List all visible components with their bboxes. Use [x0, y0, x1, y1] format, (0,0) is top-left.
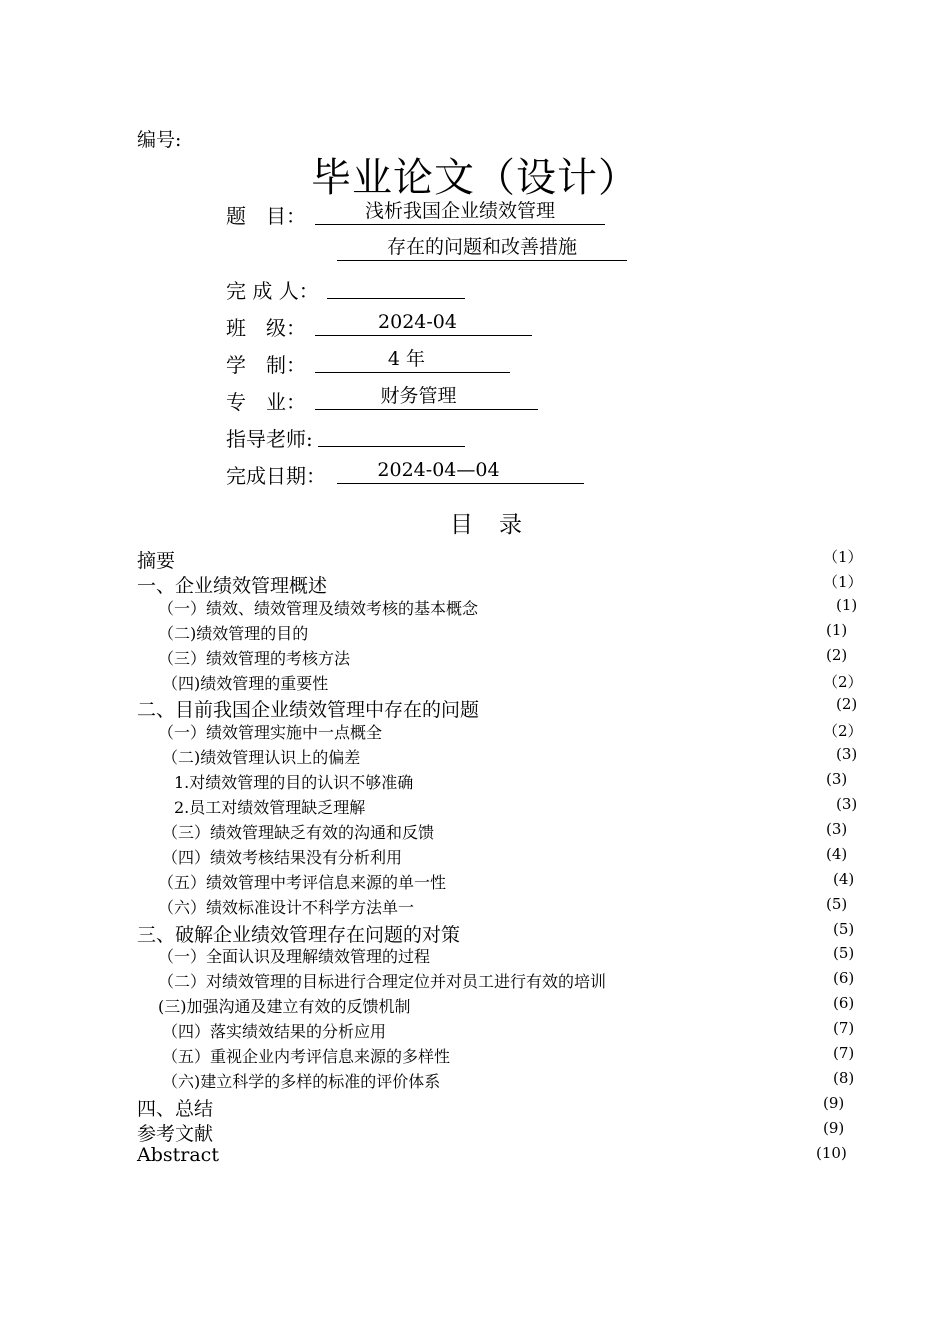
toc-item-title: （五）重视企业内考评信息来源的多样性: [162, 1047, 451, 1066]
date-value: 2024-04—04: [337, 457, 584, 484]
toc-item-page: (7): [833, 1044, 855, 1062]
toc-item-page: （1）: [823, 548, 863, 566]
toc-item-title: Abstract: [137, 1143, 219, 1166]
toc-item-title: （三）绩效管理缺乏有效的沟通和反馈: [162, 822, 435, 842]
duration-label: 学 制：: [226, 353, 306, 377]
toc-item[interactable]: [0, 770, 950, 794]
toc-item-page: (6): [833, 969, 855, 988]
toc-item[interactable]: [0, 546, 950, 570]
toc-item-title: (三)加强沟通及建立有效的反馈机制: [158, 997, 411, 1017]
toc-item[interactable]: [0, 1069, 950, 1093]
toc-item[interactable]: [0, 1019, 950, 1043]
toc-item-page: (2): [836, 695, 858, 714]
toc-item[interactable]: [0, 695, 950, 722]
topic-line-2: 存在的问题和改善措施: [337, 234, 627, 261]
toc-item-page: (4): [833, 869, 855, 888]
toc-item-title: （五）绩效管理中考评信息来源的单一性: [158, 872, 447, 892]
toc-item-title: 三、破解企业绩效管理存在问题的对策: [137, 923, 461, 946]
toc-item-title: （一）绩效管理实施中一点概全: [158, 723, 383, 743]
toc-item-title: 1.对绩效管理的目的认识不够准确: [174, 773, 414, 793]
toc-item[interactable]: [0, 1094, 950, 1118]
thesis-title: 毕业论文（设计）: [311, 155, 639, 201]
toc-item[interactable]: [0, 870, 950, 894]
toc-item-title: （六）绩效标准设计不科学方法单一: [158, 897, 415, 917]
toc-item-page: (3): [836, 745, 858, 764]
toc-item-page: (4): [826, 844, 848, 863]
toc-item-title: （四）绩效考核结果没有分析利用: [162, 847, 403, 867]
toc-item-title: （二)绩效管理的目的: [158, 623, 309, 643]
toc-item[interactable]: [0, 745, 950, 769]
duration-value: 4 年: [315, 346, 510, 373]
toc-item-page: (5): [833, 919, 855, 938]
class-value: 2024-04: [315, 309, 532, 336]
toc-item-title: （一）绩效、绩效管理及绩效考核的基本概念: [158, 598, 479, 618]
toc-item-title: （六)建立科学的多样的标准的评价体系: [162, 1071, 441, 1091]
advisor-value: [318, 420, 465, 447]
toc-item-page: （2）: [823, 672, 863, 691]
toc-item[interactable]: [0, 720, 950, 744]
toc-item-page: (5): [826, 894, 848, 913]
toc-item-page: (7): [833, 1019, 855, 1038]
toc-item-page: （1）: [823, 572, 863, 591]
toc-item[interactable]: [0, 596, 950, 620]
toc-item-title: 参考文献: [137, 1122, 214, 1145]
toc-item-page: (3): [836, 795, 858, 813]
toc-item-title: （三）绩效管理的考核方法: [158, 648, 351, 668]
toc-item-title: 摘要: [137, 550, 176, 572]
toc-item-page: (8): [833, 1068, 855, 1087]
major-label: 专 业：: [226, 390, 306, 414]
toc-item[interactable]: [0, 969, 950, 993]
topic-label: 题 目：: [226, 204, 306, 228]
toc-item[interactable]: [0, 646, 950, 670]
toc-item-page: (10): [816, 1143, 847, 1162]
toc-item[interactable]: [0, 571, 950, 595]
author-value: [327, 272, 465, 299]
toc-item[interactable]: [0, 994, 950, 1018]
toc-item[interactable]: [0, 1119, 950, 1143]
toc-item-page: (2): [826, 645, 848, 664]
toc-item-page: (1): [826, 620, 848, 639]
topic-line-1: 浅析我国企业绩效管理: [315, 198, 605, 225]
toc-item[interactable]: [0, 621, 950, 645]
toc-item-page: (6): [833, 994, 855, 1013]
toc-item-page: (3): [826, 770, 848, 789]
toc-item-title: 一、企业绩效管理概述: [137, 574, 328, 597]
toc-item-page: (3): [826, 819, 848, 838]
toc-item-title: （二）对绩效管理的目标进行合理定位并对员工进行有效的培训: [158, 972, 607, 992]
toc-item[interactable]: [0, 1044, 950, 1068]
toc-item[interactable]: [0, 1144, 950, 1168]
toc-item-title: 二、目前我国企业绩效管理中存在的问题: [137, 699, 480, 722]
major-value: 财务管理: [315, 383, 538, 410]
toc-item-title: （二)绩效管理认识上的偏差: [162, 748, 361, 768]
toc-item[interactable]: [0, 895, 950, 919]
toc-item-page: (1): [836, 595, 858, 614]
toc-item-title: 2.员工对绩效管理缺乏理解: [174, 798, 366, 817]
toc-item[interactable]: [0, 820, 950, 844]
toc-item-title: （一）全面认识及理解绩效管理的过程: [158, 947, 431, 967]
toc-item-title: 四、总结: [137, 1097, 214, 1120]
author-label: 完 成 人：: [226, 279, 319, 303]
toc-item-page: (9): [823, 1093, 845, 1112]
class-label: 班 级：: [226, 316, 306, 340]
toc-item-page: (9): [823, 1118, 845, 1137]
toc-item-title: （四)绩效管理的重要性: [162, 673, 329, 693]
date-label: 完成日期：: [226, 464, 326, 488]
toc-item[interactable]: [0, 944, 950, 968]
toc-item[interactable]: [0, 920, 950, 944]
toc-item-page: （2）: [823, 722, 863, 741]
toc-item[interactable]: [0, 845, 950, 869]
toc-item-title: （四）落实绩效结果的分析应用: [162, 1022, 387, 1042]
toc-title: 目录: [450, 512, 548, 538]
toc-item[interactable]: [0, 671, 950, 695]
toc-item[interactable]: [0, 795, 950, 819]
advisor-label: 指导老师:: [226, 427, 313, 451]
serial-number-label: 编号:: [137, 129, 182, 151]
toc-item-page: (5): [833, 944, 855, 963]
